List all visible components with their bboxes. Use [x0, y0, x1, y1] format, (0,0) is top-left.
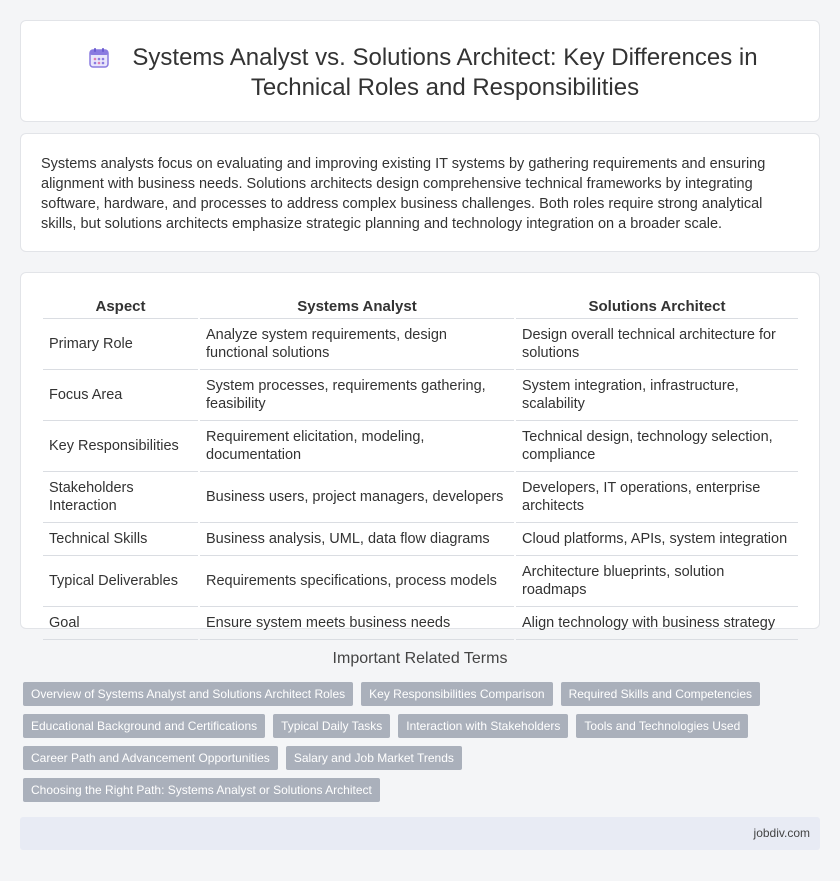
- related-term-tag[interactable]: Required Skills and Competencies: [561, 682, 760, 706]
- footer: [20, 817, 820, 850]
- table-cell-systems-analyst: Requirement elicitation, modeling, documentation: [200, 421, 514, 472]
- table-cell-systems-analyst: Business analysis, UML, data flow diagrams: [200, 523, 514, 556]
- related-term-tag[interactable]: Salary and Job Market Trends: [286, 746, 462, 770]
- header-aspect: Aspect: [43, 293, 198, 319]
- table-cell-solutions-architect: Developers, IT operations, enterprise architects: [516, 472, 798, 523]
- table-cell-aspect: Technical Skills: [43, 523, 198, 556]
- related-term-tag[interactable]: Choosing the Right Path: Systems Analyst or Solutions Architect: [23, 778, 380, 802]
- table-row: [43, 556, 798, 607]
- table-header-row: [43, 293, 798, 319]
- table-cell-aspect: Focus Area: [43, 370, 198, 421]
- table-cell-systems-analyst: Ensure system meets business needs: [200, 607, 514, 640]
- table-cell-systems-analyst: Business users, project managers, developers: [200, 472, 514, 523]
- table-cell-solutions-architect: Architecture blueprints, solution roadmaps: [516, 556, 798, 607]
- header-systems-analyst: Systems Analyst: [200, 293, 514, 319]
- related-term-tag[interactable]: Key Responsibilities Comparison: [361, 682, 552, 706]
- footer-site-link[interactable]: jobdiv.com: [753, 826, 810, 840]
- table-cell-aspect: Stakeholders Interaction: [43, 472, 198, 523]
- table-cell-aspect: Typical Deliverables: [43, 556, 198, 607]
- table-row: [43, 523, 798, 556]
- comparison-table-card: [20, 272, 820, 629]
- table-row: [43, 319, 798, 370]
- page-title: Systems Analyst vs. Solutions Architect: Key Differences in Technical Roles and Responsibilities: [132, 44, 758, 101]
- intro-paragraph: Systems analysts focus on evaluating and improving existing IT systems by gathering requirements and ensuring alignment with business needs. Solutions architects design comprehensive technical frameworks by integrating software, hardware, and processes to address complex business challenges. Both roles require strong analytical skills, but solutions architects emphasize strategic planning and technology integration on a broader scale.: [41, 156, 766, 232]
- table-cell-systems-analyst: Analyze system requirements, design functional solutions: [200, 319, 514, 370]
- table-cell-solutions-architect: Cloud platforms, APIs, system integration: [516, 523, 798, 556]
- title-card: [20, 20, 820, 122]
- table-cell-aspect: Primary Role: [43, 319, 198, 370]
- table-cell-solutions-architect: Technical design, technology selection, compliance: [516, 421, 798, 472]
- intro-card: [20, 133, 820, 252]
- related-term-tag[interactable]: Tools and Technologies Used: [576, 714, 748, 738]
- table-cell-solutions-architect: Design overall technical architecture for solutions: [516, 319, 798, 370]
- table-row: [43, 472, 798, 523]
- related-terms-title: Important Related Terms: [332, 650, 508, 667]
- table-row: [43, 370, 798, 421]
- table-cell-solutions-architect: System integration, infrastructure, scalability: [516, 370, 798, 421]
- related-term-tag[interactable]: Career Path and Advancement Opportunities: [23, 746, 278, 770]
- table-row: [43, 607, 798, 640]
- related-term-tag[interactable]: Educational Background and Certifications: [23, 714, 265, 738]
- table-cell-solutions-architect: Align technology with business strategy: [516, 607, 798, 640]
- table-cell-systems-analyst: Requirements specifications, process models: [200, 556, 514, 607]
- table-cell-systems-analyst: System processes, requirements gathering, feasibility: [200, 370, 514, 421]
- related-term-tag[interactable]: Interaction with Stakeholders: [398, 714, 568, 738]
- header-solutions-architect: Solutions Architect: [516, 293, 798, 319]
- related-terms-list: [23, 682, 803, 802]
- related-term-tag[interactable]: Overview of Systems Analyst and Solutions Architect Roles: [23, 682, 353, 706]
- related-term-tag[interactable]: Typical Daily Tasks: [273, 714, 390, 738]
- comparison-table: [41, 293, 800, 640]
- table-cell-aspect: Goal: [43, 607, 198, 640]
- table-row: [43, 421, 798, 472]
- table-cell-aspect: Key Responsibilities: [43, 421, 198, 472]
